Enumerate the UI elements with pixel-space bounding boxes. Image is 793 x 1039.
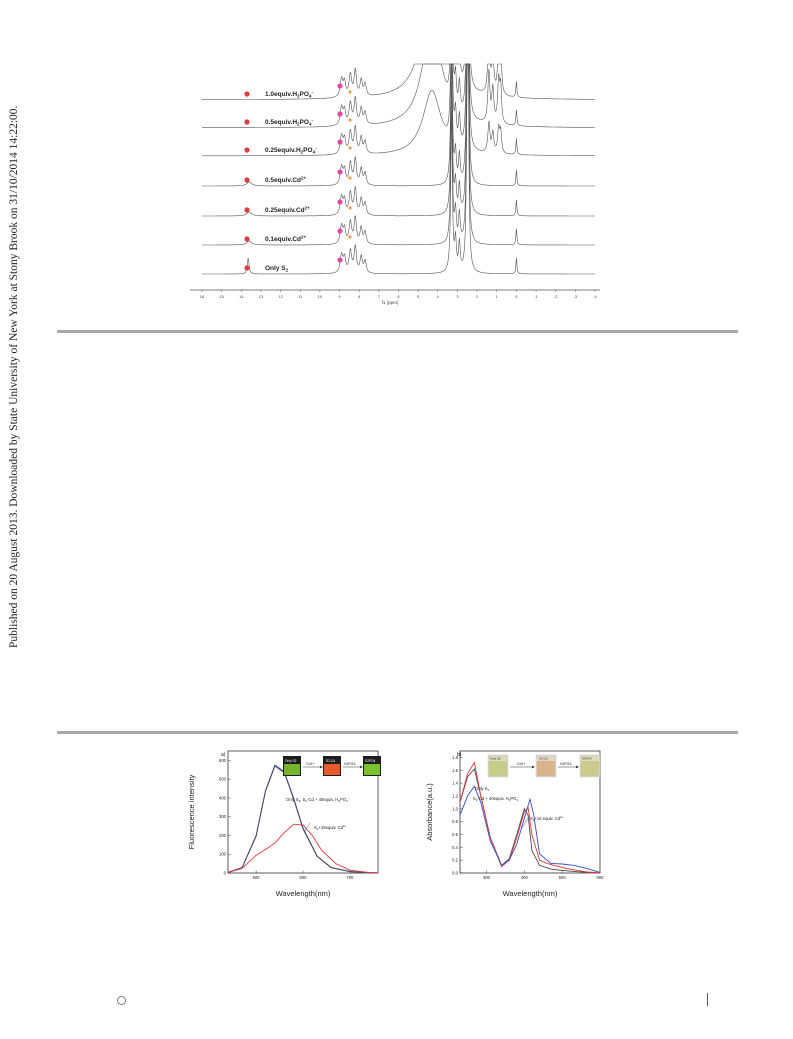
y-tick-label: 0.0 (452, 870, 458, 876)
download-note: Published on 20 August 2013. Downloaded by State University of New York at Stony Brook on 31/10/2014 14:22:00. (8, 105, 20, 648)
nmr-tick-label: 1 (495, 294, 498, 299)
y-tick-label: 600 (219, 757, 226, 763)
nmr-trace (202, 64, 595, 100)
nmr-red-marker (244, 265, 249, 270)
fluor-yticks (219, 758, 231, 876)
nmr-tick-label: 7 (377, 294, 380, 299)
nmr-tick-label: 2 (475, 294, 479, 299)
y-tick-label: 400 (219, 795, 226, 801)
nmr-red-marker (244, 119, 249, 124)
abs-vial-1-liquid (489, 761, 507, 776)
nmr-orange-marker (348, 235, 351, 238)
nmr-figure (190, 62, 602, 306)
nmr-trace-label: $0.25equiv.H_2PO_4^-$ (265, 145, 317, 155)
series-line (228, 766, 378, 873)
vial-s2-cd-liquid (324, 764, 340, 775)
fluor-xticks (253, 871, 354, 881)
nmr-trace-label: $0.5equiv.Cd^{2+}$ (265, 175, 307, 184)
series-line (228, 765, 378, 873)
nmr-pink-marker (337, 199, 342, 204)
vial-s2po4-label: S2PO4 (365, 759, 376, 763)
nmr-tick-label: 15 (219, 294, 224, 299)
nmr-orange-marker (348, 118, 351, 121)
nmr-tick-label: 0 (515, 294, 518, 299)
nmr-red-marker (244, 177, 249, 182)
nmr-tick-label: 16 (199, 294, 205, 299)
abs-plot-frame (460, 751, 600, 873)
arrow-1-label: Cd2+ (306, 762, 315, 766)
x-tick-label: 500 (558, 875, 566, 880)
nmr-tick-label: 4 (436, 294, 439, 299)
y-tick-label: 0.2 (452, 857, 458, 863)
abs-vial-3-label: S2PO4 (582, 756, 592, 761)
nmr-trace-label: $0.5equiv.H_2PO_4^-$ (265, 117, 313, 127)
nmr-trace-label: $1.0equiv.H_2PO_4^-$ (265, 89, 313, 99)
nmr-trace (202, 64, 595, 274)
y-tick-label: 0 (223, 870, 226, 876)
y-tick-label: 200 (219, 832, 226, 838)
y-tick-label: 300 (219, 814, 226, 820)
nmr-pink-marker (337, 228, 342, 233)
nmr-tick-label: 5 (417, 294, 420, 299)
vial-only-s2-liquid (284, 764, 300, 775)
nmr-labels (244, 83, 351, 272)
abs-arrow-1-label: Cd2+ (517, 762, 526, 766)
abs-ylabel: Absorbance(a.u.) (425, 783, 434, 841)
nmr-trace (202, 64, 595, 245)
fluor-xlabel: Wavelength(nm) (275, 889, 331, 898)
fluor-lines (228, 765, 378, 873)
fluor-vial-inset (283, 756, 381, 776)
nmr-tick-label: -1 (534, 294, 538, 299)
nmr-pink-marker (337, 169, 342, 174)
y-tick-label: 1.0 (452, 806, 458, 812)
y-tick-label: 1.4 (452, 780, 458, 786)
x-tick-label: 600 (299, 875, 307, 880)
nmr-orange-marker (348, 176, 351, 179)
nmr-tick-label: 6 (397, 294, 400, 299)
arrow-2-label: H2PO4- (344, 762, 357, 766)
fluor-ylabel: Fluorescence intensity (187, 774, 196, 850)
nmr-pink-marker (337, 257, 342, 262)
nmr-red-marker (244, 91, 249, 96)
fluor-panel-label: a) (221, 752, 226, 758)
nmr-orange-marker (348, 90, 351, 93)
nmr-tick-label: -3 (573, 294, 578, 299)
nmr-trace (202, 64, 595, 128)
nmr-pink-marker (337, 83, 342, 88)
nmr-pink-marker (337, 139, 342, 144)
fluorescence-chart (186, 748, 386, 900)
fluor-annot-2: $S_2+15equiv$. $Cd^{2+}$ (314, 824, 347, 831)
abs-annot-1: Only $S_2$ (475, 786, 490, 792)
y-tick-label: 100 (219, 851, 226, 857)
nmr-tick-label: 12 (278, 294, 283, 299)
nmr-trace (202, 64, 595, 216)
nmr-tick-label: 10 (317, 294, 323, 299)
y-tick-label: 0.4 (452, 844, 458, 850)
y-tick-label: 1.6 (452, 767, 458, 773)
nmr-tick-label: -2 (553, 294, 558, 299)
nmr-tick-label: -4 (593, 294, 597, 299)
nmr-red-marker (244, 147, 249, 152)
abs-vial-3-liquid (581, 761, 599, 776)
nmr-trace-label: Only $S_2$ (265, 265, 289, 273)
nmr-traces (202, 64, 595, 274)
nmr-tick-label: 9 (338, 294, 341, 299)
section-rule-bottom (57, 731, 738, 734)
nmr-trace-label: $0.25equiv.Cd^{2+}$ (265, 205, 310, 214)
abs-vial-1-label: Only S2 (490, 756, 501, 761)
absorbance-chart (420, 748, 610, 900)
nmr-tick-label: 11 (298, 294, 303, 299)
nmr-tick-label: 13 (258, 294, 264, 299)
x-tick-label: 300 (482, 875, 490, 880)
nmr-tick-label: 14 (239, 294, 244, 299)
page-marker-circle (117, 996, 126, 1005)
y-tick-label: 0.8 (452, 819, 458, 825)
nmr-tick-label: 3 (456, 294, 459, 299)
abs-arrow-2-label: H2PO4- (560, 762, 573, 766)
abs-annot-2: $S_2-Cd$ + 40equiv. $H_2PO_4^-$ (473, 795, 520, 802)
abs-yticks (452, 755, 462, 876)
nmr-xlabel: f1 (ppm) (381, 300, 399, 305)
abs-vial-2-label: S2-Cd (539, 756, 548, 761)
nmr-trace-label: $0.1equiv.Cd^{2+}$ (265, 234, 307, 243)
abs-annot-3: $S_2+15$ equiv. $Cd^{2+}$ (530, 815, 564, 822)
y-tick-label: 1.8 (452, 754, 458, 760)
nmr-trace (202, 64, 595, 156)
vial-s2po4-liquid (364, 764, 380, 775)
section-rule-top (57, 330, 738, 333)
vial-s2-cd-label: S2-Cd (326, 759, 336, 763)
x-tick-label: 400 (520, 875, 528, 880)
abs-panel-label: b) (457, 752, 462, 758)
y-tick-label: 0.6 (452, 831, 458, 837)
fluor-plot-frame (228, 751, 378, 873)
nmr-orange-marker (348, 206, 351, 209)
nmr-pink-marker (337, 111, 342, 116)
abs-vial-2-liquid (537, 761, 555, 776)
nmr-ticks (200, 290, 598, 299)
y-tick-label: 500 (219, 776, 226, 782)
nmr-red-marker (244, 207, 249, 212)
x-tick-label: 700 (346, 875, 354, 880)
nmr-tick-label: 8 (358, 294, 361, 299)
vial-only-s2-label: Only S2 (285, 759, 297, 763)
x-tick-label: 500 (252, 875, 260, 880)
nmr-red-marker (244, 236, 249, 241)
fluor-annot-1: Only $S_2$, $S_2-Cd$ + 40equiv. $H_2PO_4^-$ (286, 796, 349, 803)
y-tick-label: 1.2 (452, 793, 458, 799)
abs-vial-inset (488, 755, 600, 777)
page-marker-bar (707, 993, 708, 1006)
abs-xlabel: Wavelength(nm) (502, 889, 558, 898)
x-tick-label: 600 (596, 875, 604, 880)
nmr-trace (202, 64, 595, 186)
nmr-orange-marker (348, 146, 351, 149)
